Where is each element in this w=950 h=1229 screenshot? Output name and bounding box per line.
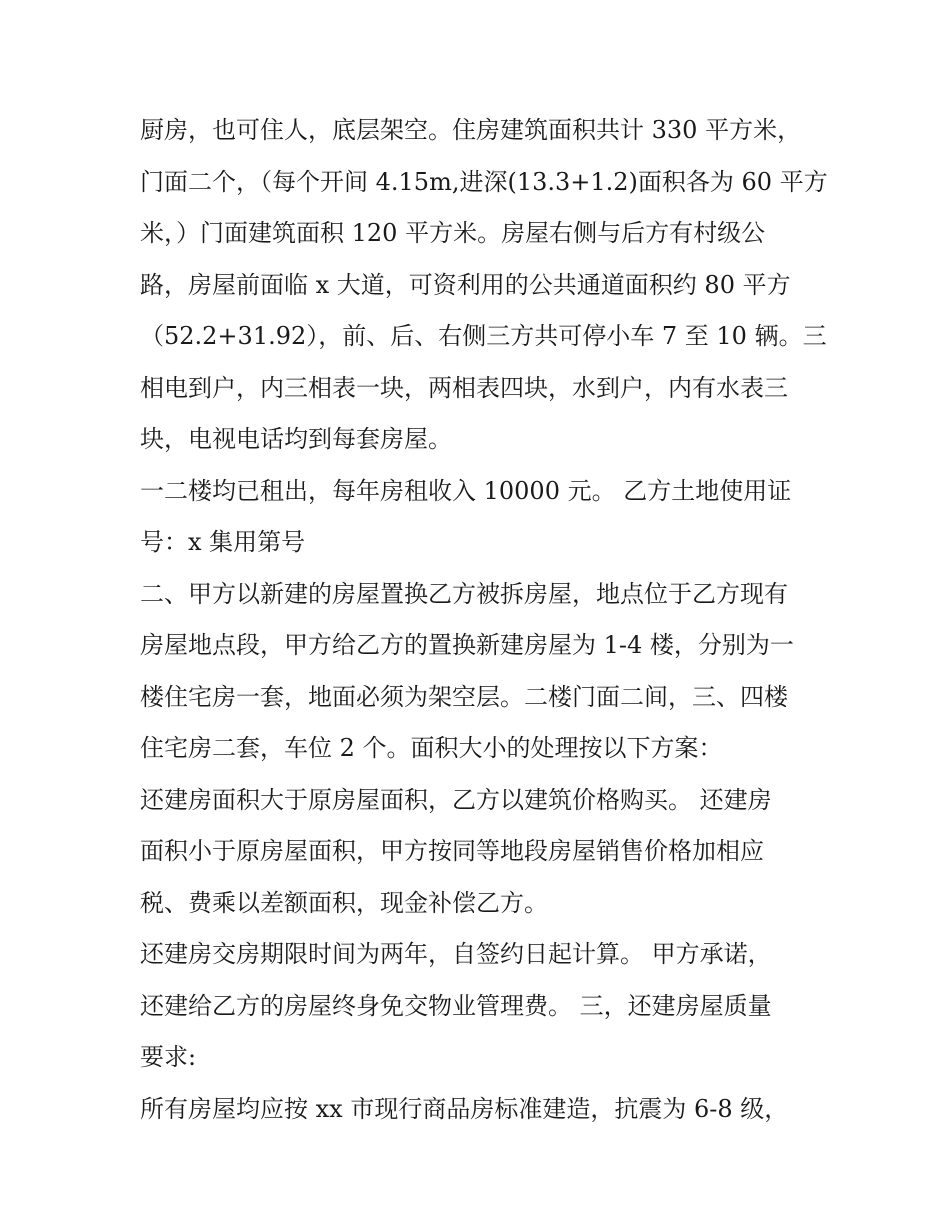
text-line: 块，电视电话均到每套房屋。 (140, 425, 452, 453)
text-line: 还建给乙方的房屋终身免交物业管理费。 三，还建房屋质量 (140, 991, 772, 1020)
text-line: 所有房屋均应按 xx 市现行商品房标准建造，抗震为 6-8 级， (140, 1094, 789, 1123)
text-line: 一二楼均已租出，每年房租收入 10000 元。 乙方土地使用证 (140, 476, 792, 505)
text-line: 相电到户，内三相表一块，两相表四块，水到户，内有水表三 (140, 373, 788, 402)
text-line: 门面二个，（每个开间 4.15m,进深(13.3+1.2)面积各为 60 平方 (140, 167, 828, 196)
text-line: 税、费乘以差额面积，现金补偿乙方。 (140, 888, 548, 917)
text-line: 住宅房二套，车位 2 个。面积大小的处理按以下方案： (140, 734, 723, 762)
text-line: （52.2+31.92），前、后、右侧三方共可停小车 7 至 10 辆。三 (140, 322, 827, 350)
text-line: 还建房交房期限时间为两年，自签约日起计算。 甲方承诺， (140, 940, 772, 968)
document-body (140, 105, 828, 1135)
text-line: 米，）门面建筑面积 120 平方米。房屋右侧与后方有村级公 (140, 219, 766, 247)
text-line: 房屋地点段，甲方给乙方的置换新建房屋为 1-4 楼，分别为一 (140, 631, 794, 659)
text-line: 二、甲方以新建的房屋置换乙方被拆房屋，地点位于乙方现有 (140, 579, 788, 608)
text-line: 要求: (140, 1043, 197, 1071)
text-line: 厨房，也可住人，底层架空。住房建筑面积共计 330 平方米， (140, 116, 802, 144)
text-line: 楼住宅房一套，地面必须为架空层。二楼门面二间，三、四楼 (140, 682, 788, 711)
text-line: 还建房面积大于原房屋面积，乙方以建筑价格购买。 还建房 (140, 785, 772, 814)
text-line: 号：x 集用第号 (140, 528, 306, 556)
text-line: 面积小于原房屋面积，甲方按同等地段房屋销售价格加相应 (140, 837, 764, 865)
text-line: 路，房屋前面临 x 大道，可资利用的公共通道面积约 80 平方 (140, 270, 791, 299)
